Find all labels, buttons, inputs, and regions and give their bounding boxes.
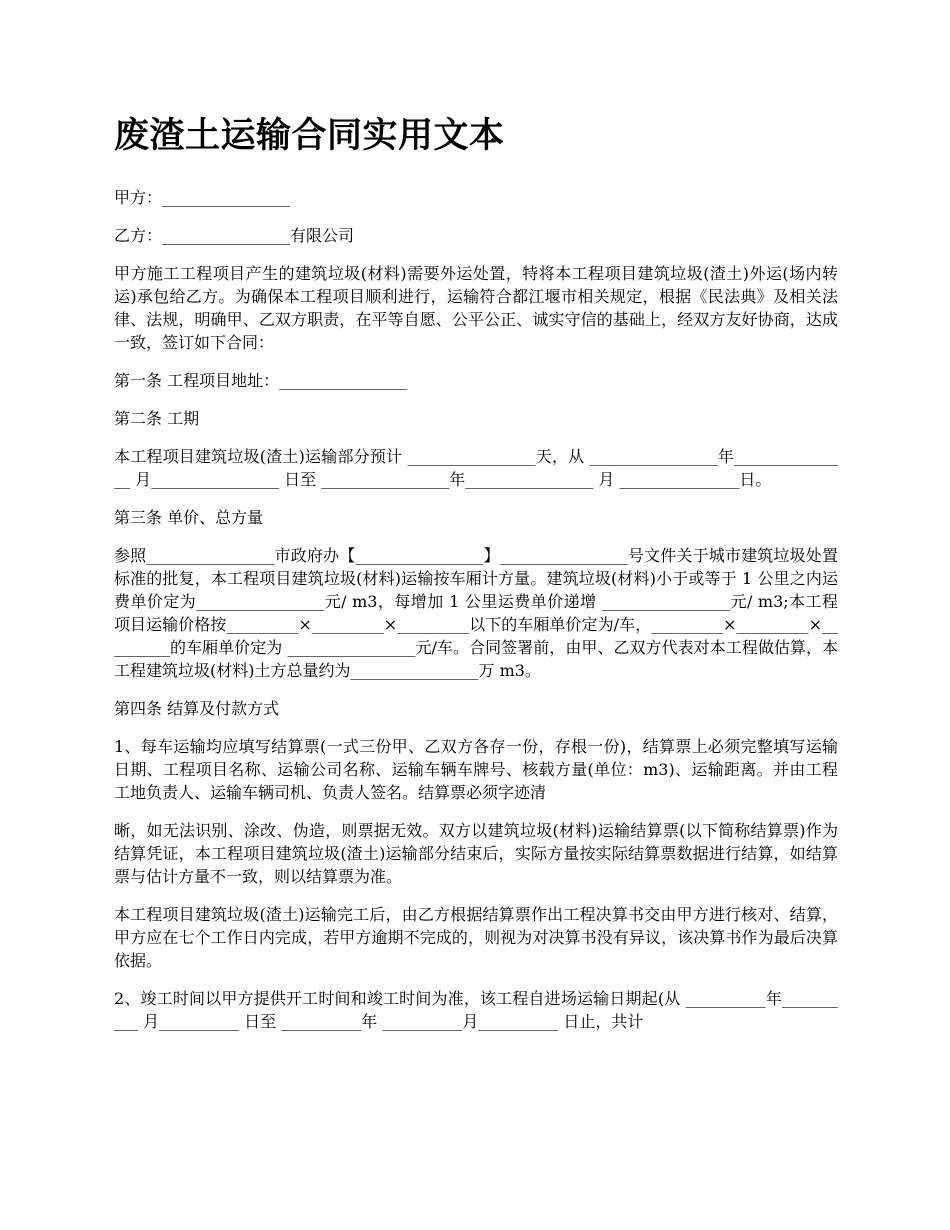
article-1-heading: 第一条 工程项目地址：________________	[114, 371, 408, 390]
article-4-clause-1-continued: 晰，如无法识别、涂改、伪造，则票据无效。双方以建筑垃圾(材料)运输结算票(以下简称结算票)作为结算凭证，本工程项目建筑垃圾(渣土)运输部分结束后，实际方量按实际结算票数据进行结算，如结算票与估计方量不一致，则以结算票为准。	[114, 821, 838, 886]
article-2-heading: 第二条 工期	[114, 409, 200, 428]
article-4-clause-1: 1、每车运输均应填写结算票(一式三份甲、乙双方各存一份，存根一份)，结算票上必须完整填写运输日期、工程项目名称、运输公司名称、运输车辆车牌号、核载方量(单位：m3)、运输距离。并由工程工地负责人、运输车辆司机、负责人签名。结算票必须字迹清	[114, 737, 838, 802]
preamble-paragraph: 甲方施工工程项目产生的建筑垃圾(材料)需要外运处置，特将本工程项目建筑垃圾(渣土)外运(场内转运)承包给乙方。为确保本工程项目顺利进行，运输符合都江堰市相关规定，根据《民法典》及相关法律、法规，明确甲、乙双方职责，在平等自愿、公平公正、诚实守信的基础上，经双方友好协商，达成一致，签订如下合同：	[114, 264, 838, 352]
article-3-body: 参照________________市政府办【________________】________________号文件关于城市建筑垃圾处置标准的批复，本工程项目建筑垃圾(材料)运输按车厢计方量。建筑垃圾(材料)小于或等于 1 公里之内运费单价定为________________元/ m3，每增加 1 公里运费单价递增 ________________元/ m3;本工程项目运输价格按_________×_________×_________以下的车厢单价定为/车，_________×_________×_________的车厢单价定为 ________________元/车。合同签署前，由甲、乙双方代表对本工程做估算，本工程建筑垃圾(材料)土方总量约为________________万 m3。	[114, 546, 838, 680]
party-a-line: 甲方：________________	[114, 188, 291, 207]
document-title: 废渣土运输合同实用文本	[114, 116, 505, 156]
party-b-line: 乙方：________________有限公司	[114, 226, 355, 245]
article-4-heading: 第四条 结算及付款方式	[114, 699, 280, 718]
article-2-body: 本工程项目建筑垃圾(渣土)运输部分预计 ________________天，从 ________________年_______________ 月________________ 日至 ________________年________________ 月 _______________日。	[114, 447, 838, 489]
article-4-clause-2: 2、竣工时间以甲方提供开工时间和竣工时间为准，该工程自进场运输日期起(从 __________年__________ 月__________ 日至 __________年 __________月__________ 日止，共计	[114, 989, 838, 1031]
article-4-settlement-paragraph: 本工程项目建筑垃圾(渣土)运输完工后，由乙方根据结算票作出工程决算书交由甲方进行核对、结算，甲方应在七个工作日内完成，若甲方逾期不完成的，则视为对决算书没有异议，该决算书作为最后决算依据。	[114, 905, 838, 970]
article-3-heading: 第三条 单价、总方量	[114, 508, 264, 527]
